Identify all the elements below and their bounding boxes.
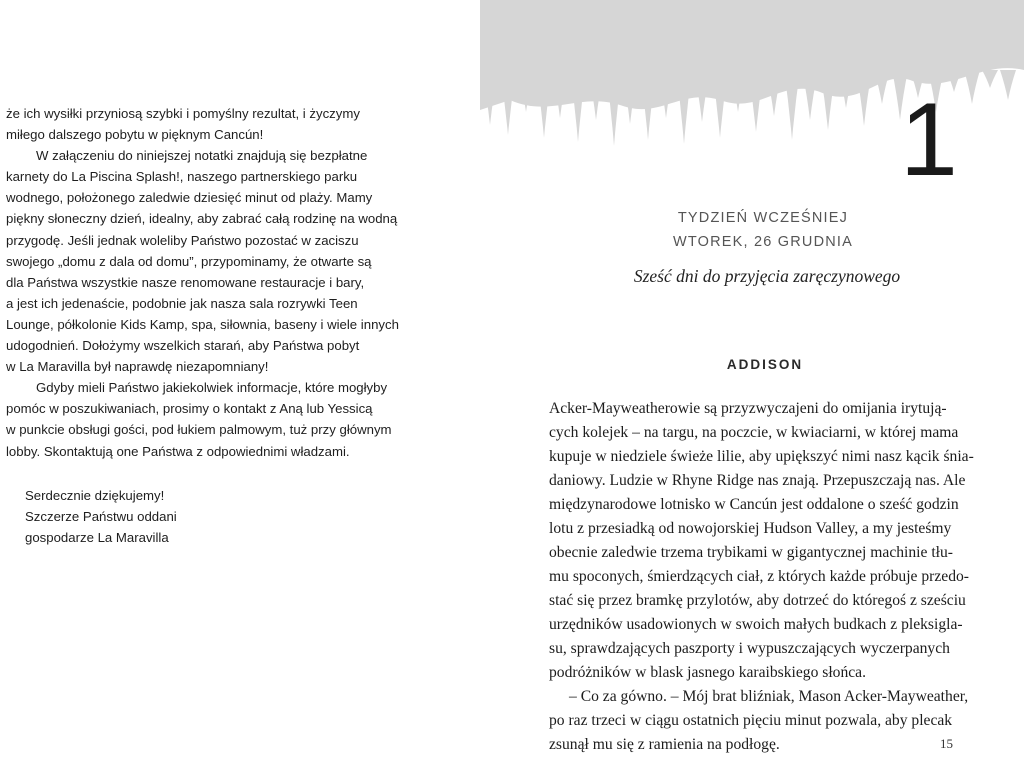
text-line: udogodnień. Dołożymy wszelkich starań, aby Państwa pobyt (6, 338, 360, 354)
text-line: – Co za gówno. – Mój brat bliźniak, Mason Acker-Mayweather, (569, 688, 969, 705)
text-line: kupuje w niedziele świeże lilie, aby upiększyć nimi nasz kącik śnia- (549, 448, 974, 465)
text-line: lotu z przesiadką od nowojorskiej Hudson Valley, a my jesteśmy (549, 520, 952, 537)
text-line: miłego dalszego pobytu w pięknym Cancún! (6, 127, 264, 143)
text-line: swojego „domu z dala od domu”, przypominamy, że otwarte są (6, 253, 372, 269)
text-line: po raz trzeci w ciągu ostatnich pięciu minut pozwala, aby plecak (549, 712, 953, 729)
text-line: lobby. Skontaktują one Państwa z odpowiednimi władzami. (6, 443, 350, 459)
text-line: urzędników usadowionych w swoich małych budkach z pleksigla- (549, 616, 963, 633)
text-line: międzynarodowe lotnisko w Cancún jest oddalone o sześć godzin (549, 496, 959, 513)
text-line: Acker-Mayweatherowie są przyzwyczajeni do omijania irytują- (549, 400, 947, 417)
text-line: przygodę. Jeśli jednak woleliby Państwo pozostać w zaciszu (6, 232, 359, 248)
text-line: wodnego, położonego zaledwie dziesięć minut od plaży. Mamy (6, 190, 373, 206)
text-line: w La Maravilla był naprawdę niezapomniany! (6, 359, 269, 375)
text-line: daniowy. Ludzie w Rhyne Ridge nas znają. Przepuszczają nas. Ale (549, 472, 966, 489)
text-line: Gdyby mieli Państwo jakiekolwiek informacje, które mogłyby (36, 380, 388, 396)
text-line: pomóc w poszukiwaniach, prosimy o kontakt z Aną lub Yessicą (6, 401, 373, 417)
text-line: w punkcie obsługi gości, pod łukiem palmowym, tuż przy głównym (6, 422, 392, 438)
chapter-subtitle: Sześć dni do przyjęcia zaręczynowego (633, 266, 901, 286)
signoff-line: Szczerze Państwu oddani (25, 509, 177, 524)
text-line: piękny słoneczny dzień, idealny, aby zabrać całą rodzinę na wodną (6, 211, 398, 227)
text-line: podróżników w blask jasnego karaibskiego słońca. (549, 664, 866, 681)
narrator-heading: ADDISON (726, 357, 804, 372)
chapter-time-line-1: TYDZIEŃ WCZEŚNIEJ (677, 210, 849, 226)
right-page (512, 0, 1024, 755)
signoff-line: Serdecznie dziękujemy! (25, 488, 165, 503)
text-line: że ich wysiłki przyniosą szybki i pomyślny rezultat, i życzymy (6, 106, 360, 121)
signoff-line: gospodarze La Maravilla (25, 530, 169, 545)
page-number: 15 (940, 736, 953, 751)
chapter-body (549, 397, 974, 757)
letter-signoff (25, 485, 177, 548)
text-line: Lounge, półkolonie Kids Kamp, spa, siłownia, baseny i wiele innych (6, 316, 399, 332)
text-line: dla Państwa wszystkie nasze renomowane restauracje i bary, (6, 274, 365, 290)
text-line: W załączeniu do niniejszej notatki znajdują się bezpłatne (36, 148, 368, 164)
text-line: karnety do La Piscina Splash!, naszego partnerskiego parku (6, 169, 358, 185)
text-line: obecnie zaledwie trzema trybikami w gigantycznej machinie tłu- (549, 544, 953, 561)
chapter-time-line-2: WTOREK, 26 GRUDNIA (672, 234, 854, 250)
text-line: mu spoconych, śmierdzących ciał, z których każde próbuje przedo- (549, 568, 969, 585)
letter-body (6, 103, 406, 462)
text-line: stać się przez bramkę przylotów, aby dotrzeć do któregoś z sześciu (549, 592, 966, 609)
text-line: cych kolejek – na targu, na poczcie, w kwiaciarni, w której mama (549, 424, 959, 441)
text-line: su, sprawdzających paszporty i wypuszczających wyczerpanych (549, 640, 950, 657)
chapter-number: 1 (900, 82, 958, 198)
text-line: zsunął mu się z ramienia na podłogę. (549, 736, 780, 753)
left-page (0, 0, 512, 755)
text-line: a jest ich jedenaście, podobnie jak nasza sala rozrywki Teen (6, 295, 358, 311)
